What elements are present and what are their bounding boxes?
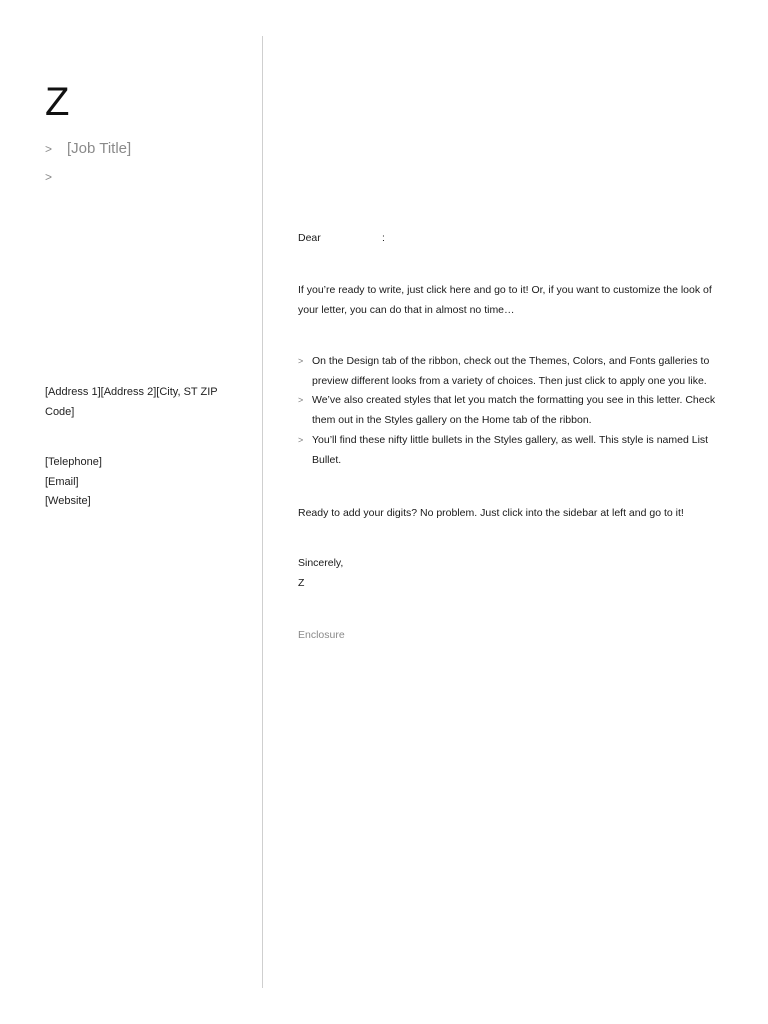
address-field[interactable]: [Address 1][Address 2][City, ST ZIP Code] xyxy=(45,386,218,418)
author-name[interactable]: Z xyxy=(45,80,70,124)
salutation-word: Dear xyxy=(298,232,321,244)
list-item[interactable] xyxy=(298,352,728,391)
ready-paragraph[interactable]: Ready to add your digits? No problem. Just click into the sidebar at left and go to it! xyxy=(298,507,684,520)
chevron-right-icon: > xyxy=(45,170,53,184)
salutation[interactable] xyxy=(298,228,728,248)
intro-paragraph[interactable]: If you’re ready to write, just click here and go to it! Or, if you want to customize the look of your letter, you can do that in almost no time… xyxy=(298,284,712,316)
job-title-line xyxy=(45,140,245,166)
bullet-chevron-icon: > xyxy=(298,356,304,366)
website-field[interactable]: [Website] xyxy=(45,495,91,507)
signature[interactable]: Z xyxy=(298,577,305,590)
closing[interactable]: Sincerely, xyxy=(298,557,344,570)
letter-body xyxy=(298,228,728,645)
bullet-chevron-icon: > xyxy=(298,395,304,406)
list-item-text: You’ll find these nifty little bullets in the Styles gallery, as well. This style is named List Bullet. xyxy=(312,433,709,466)
contact-block xyxy=(45,453,235,512)
telephone-field[interactable]: [Telephone] xyxy=(45,456,102,468)
job-title-field[interactable]: [Job Title] xyxy=(67,140,132,157)
bullet-chevron-icon: > xyxy=(298,434,304,445)
salutation-colon: : xyxy=(382,232,385,244)
enclosure[interactable]: Enclosure xyxy=(298,629,345,642)
chevron-right-icon: > xyxy=(45,142,53,156)
list-item[interactable] xyxy=(298,391,728,430)
email-field[interactable]: [Email] xyxy=(45,475,79,488)
sidebar-divider xyxy=(262,36,263,988)
list-item[interactable] xyxy=(298,431,728,470)
secondary-line xyxy=(45,170,245,196)
bullet-list xyxy=(298,352,728,470)
list-item-text: We’ve also created styles that let you match the formatting you see in this letter. Check them out in the Styles gallery on the Home tab of the ribbon. xyxy=(312,394,716,427)
list-item-text: On the Design tab of the ribbon, check out the Themes, Colors, and Fonts galleries to preview different looks from a variety of choices. Then just click to apply one you like. xyxy=(312,355,710,387)
sidebar xyxy=(45,78,245,196)
